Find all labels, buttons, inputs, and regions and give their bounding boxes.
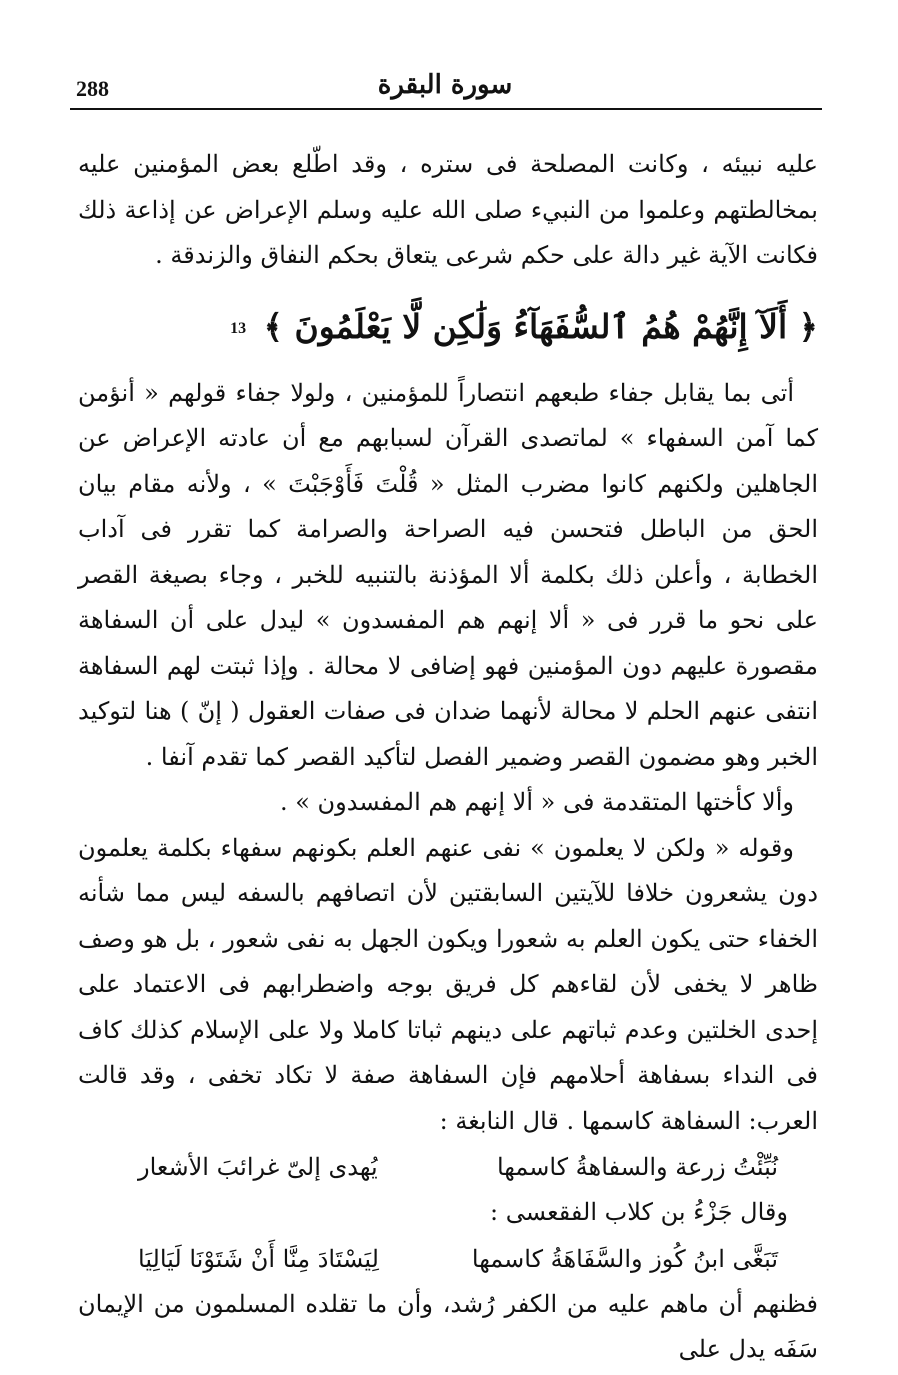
poem-1-hemistich-2: يُهدى إلىّ غرائبَ الأشعار bbox=[138, 1153, 378, 1181]
commentary-paragraph-1: أتى بما يقابل جفاء طبعهم انتصاراً للمؤمنين ، ولولا جفاء قولهم « أنؤمن كما آمن السفهاء » لماتصدى القرآن لسبابهم مع أن عادته الإعراض عن الجاهلين ولكنهم كانوا مضرب المثل « قُلْتَ فَأَوْجَبْتَ » ، ولأنه مقام بيان الحق من الباطل فتحسن فيه الصراحة والصرامة كما تقرر فى آداب الخطابة ، وأعلن ذلك بكلمة ألا المؤذنة بالتنبيه للخبر ، وجاء بصيغة القصر على نحو ما قرر فى « ألا إنهم هم المفسدون » ليدل على أن السفاهة مقصورة عليهم دون المؤمنين فهو إضافى لا محالة . وإذا ثبتت لهم السفاهة انتفى عنهم الحلم لا محالة لأنهما ضدان فى صفات العقول ( إنّ ) هنا لتوكيد الخبر وهو مضمون القصر وضمير الفصل لتأكيد القصر كما تقدم آنفا . bbox=[78, 378, 818, 771]
poem-verse-2 bbox=[78, 1236, 818, 1282]
page-body bbox=[78, 142, 818, 1373]
quran-verse bbox=[78, 297, 818, 359]
poem-2-hemistich-2: لِيَسْتَادَ مِنَّا أَنْ شَتَوْنَا لَيَالِيَا bbox=[138, 1244, 379, 1273]
poem-2-hemistich-1: تَبَغَّى ابنُ كُوز والسَّفَاهَةُ كاسمها bbox=[471, 1244, 778, 1273]
page-header bbox=[70, 66, 820, 108]
surah-title: سورة البقرة bbox=[377, 70, 513, 100]
verse-number: 13 bbox=[230, 319, 247, 337]
poem-2-intro: وقال جَزْءُ بن كلاب الفقعسى : bbox=[490, 1198, 788, 1226]
intro-paragraph: عليه نبيئه ، وكانت المصلحة فى ستره ، وقد اطّلع بعض المؤمنين عليه بمخالطتهم وعلموا من النبيء صلى الله عليه وسلم الإعراض عن إذاعة ذلك فكانت الآية غير دالة على حكم شرعى يتعاق بحكم النفاق والزندقة . bbox=[78, 150, 818, 269]
header-divider bbox=[70, 108, 822, 110]
verse-text: ﴿ أَلَآ إِنَّهُمْ هُمُ ٱلسُّفَهَآءُ وَلَٰكِن لَّا يَعْلَمُونَ ﴾ bbox=[263, 306, 818, 346]
commentary-paragraph-2: وألا كأختها المتقدمة فى « ألا إنهم هم المفسدون » . bbox=[279, 788, 794, 816]
poem-verse-1 bbox=[78, 1144, 818, 1190]
commentary-paragraph-3: وقوله « ولكن لا يعلمون » نفى عنهم العلم بكونهم سفهاء بكلمة يعلمون دون يشعرون خلافا للآيتين السابقتين لأن اتصافهم بالسفه ليس مما شأنه الخفاء حتى يكون العلم به شعورا ويكون الجهل به نفى شعور ، بل هو وصف ظاهر لا يخفى لأن لقاءهم كل فريق بوجه واضطرابهم فى الاعتماد على إحدى الخلتين وعدم ثباتهم على دينهم ثباتا كاملا ولا على الإسلام كذلك كاف فى النداء بسفاهة أحلامهم فإن السفاهة صفة لا تكاد تخفى ، وقد قالت العرب: السفاهة كاسمها . قال النابغة : bbox=[78, 833, 818, 1135]
closing-paragraph: فظنهم أن ماهم عليه من الكفر رُشد، وأن ما تقلده المسلمون من الإيمان سَفَه يدل على bbox=[78, 1289, 818, 1363]
page-number: 288 bbox=[76, 76, 109, 101]
poem-1-hemistich-1: نُبِّئْتُ زرعة والسفاهةُ كاسمها bbox=[496, 1153, 778, 1181]
